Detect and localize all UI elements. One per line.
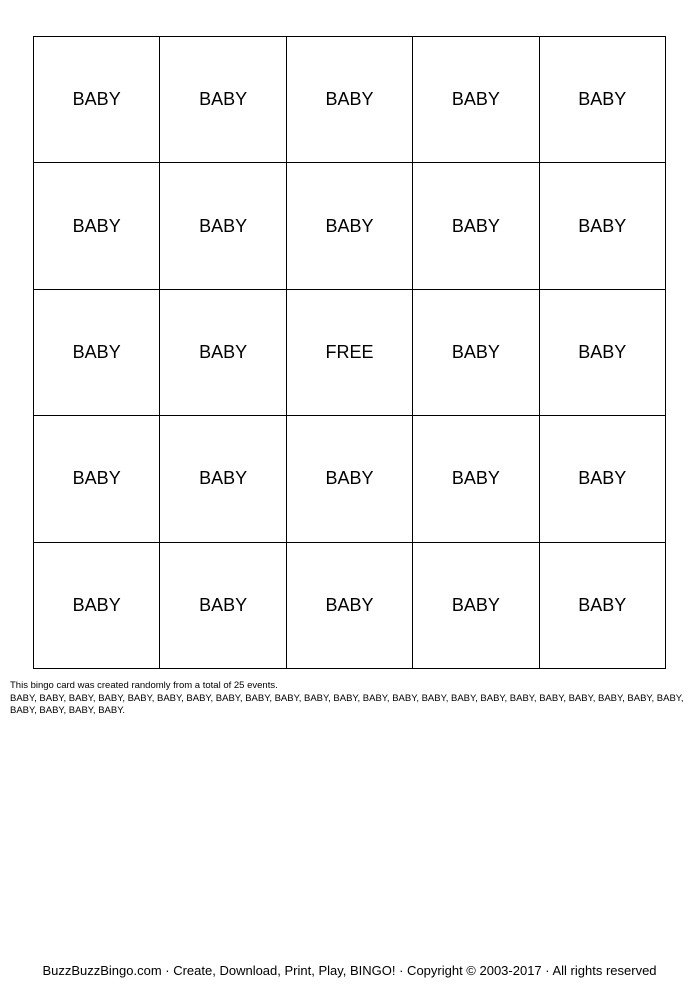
bingo-cell: BABY [160,290,286,416]
bingo-card [33,36,666,669]
bingo-cell: BABY [34,163,160,289]
bingo-cell-free: FREE [287,290,413,416]
bingo-cell: BABY [34,543,160,669]
bingo-cell: BABY [540,290,666,416]
card-note [10,680,690,718]
bingo-cell: BABY [287,37,413,163]
bingo-cell: BABY [540,543,666,669]
bingo-cell: BABY [540,416,666,542]
bingo-cell: BABY [160,543,286,669]
bingo-cell: BABY [160,163,286,289]
bingo-cell: BABY [34,416,160,542]
bingo-cell: BABY [34,37,160,163]
bingo-cell: BABY [287,416,413,542]
bingo-cell: BABY [413,543,539,669]
bingo-cell: BABY [287,543,413,669]
note-events-list: BABY, BABY, BABY, BABY, BABY, BABY, BABY, BABY, BABY, BABY, BABY, BABY, BABY, BABY, BABY, BABY, BABY, BABY, BABY, BABY, BABY, BABY, BABY, BABY, BABY, BABY, BABY. [10,692,684,716]
bingo-cell: BABY [540,37,666,163]
bingo-cell: BABY [160,416,286,542]
note-intro: This bingo card was created randomly from a total of 25 events. [10,680,278,691]
bingo-cell: BABY [34,290,160,416]
page-footer: BuzzBuzzBingo.com · Create, Download, Print, Play, BINGO! · Copyright © 2003-2017 · All rights reserved [42,963,657,978]
bingo-cell: BABY [413,163,539,289]
bingo-cell: BABY [287,163,413,289]
bingo-cell: BABY [160,37,286,163]
bingo-cell: BABY [413,37,539,163]
bingo-cell: BABY [413,416,539,542]
bingo-cell: BABY [413,290,539,416]
bingo-cell: BABY [540,163,666,289]
